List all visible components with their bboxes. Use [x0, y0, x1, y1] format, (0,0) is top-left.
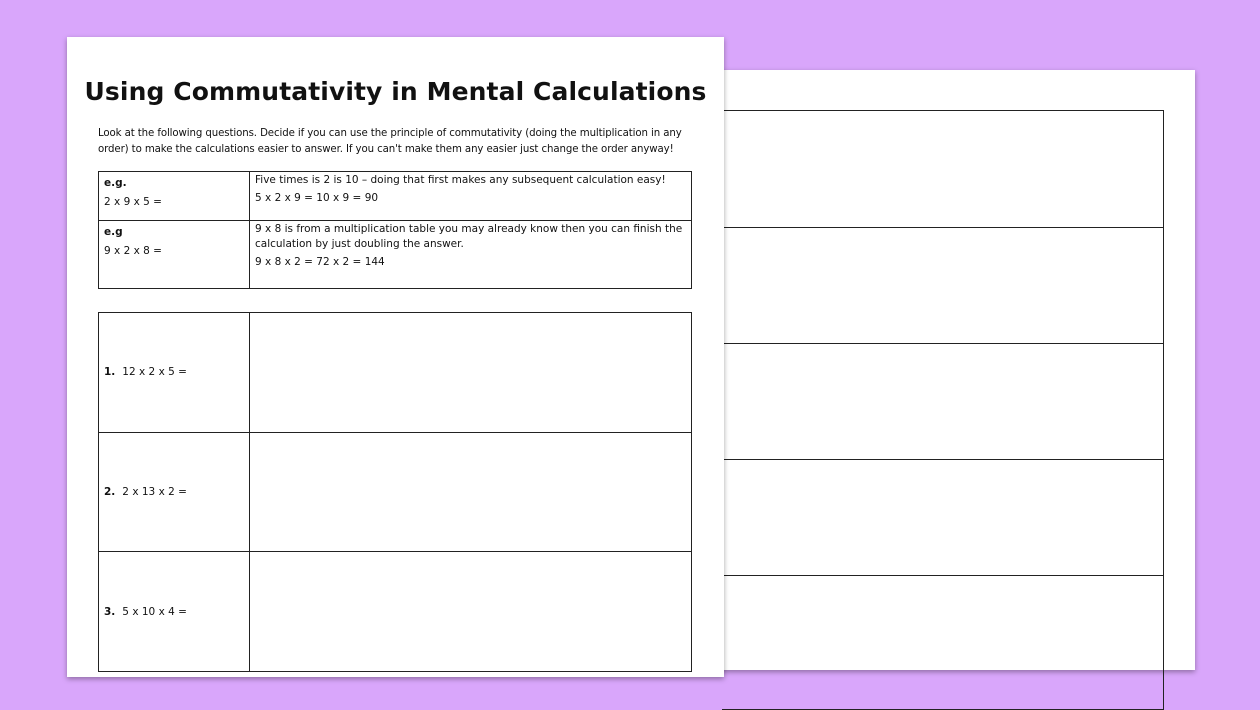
- question-cell: [99, 432, 250, 552]
- question-cell: [99, 313, 250, 433]
- answer-cell[interactable]: [250, 313, 692, 433]
- example-explanation-cell: [250, 221, 692, 289]
- question-number: 3.: [104, 605, 116, 618]
- question-text: 12 x 2 x 5 =: [122, 366, 187, 379]
- front-worksheet-page: [67, 37, 724, 677]
- worksheet-title: Using Commutativity in Mental Calculations: [84, 77, 707, 106]
- example-question-cell: [99, 221, 250, 289]
- example-question: 9 x 2 x 8 =: [104, 245, 162, 258]
- instructions-line: order) to make the calculations easier to answer. If you can't make them any easier just change the order anyway!: [98, 144, 674, 155]
- question-row: [99, 313, 692, 433]
- example-row: [99, 172, 692, 221]
- questions-table: [98, 312, 692, 672]
- back-answer-table: [722, 110, 1164, 710]
- example-explanation: calculation by just doubling the answer.: [255, 238, 464, 251]
- question-text: 5 x 10 x 4 =: [122, 605, 187, 618]
- question-cell: [99, 552, 250, 672]
- example-explanation: Five times is 2 is 10 – doing that first makes any subsequent calculation easy!: [255, 174, 666, 186]
- example-row: [99, 221, 692, 289]
- example-working: 5 x 2 x 9 = 10 x 9 = 90: [255, 192, 379, 204]
- example-question: 2 x 9 x 5 =: [104, 196, 162, 208]
- example-label: e.g: [104, 226, 123, 239]
- example-explanation: 9 x 8 is from a multiplication table you may already know then you can finish the: [255, 223, 683, 236]
- question-row: [99, 552, 692, 672]
- example-label: e.g.: [104, 177, 127, 189]
- example-explanation-cell: [250, 172, 692, 221]
- question-text: 2 x 13 x 2 =: [122, 485, 187, 498]
- example-question-cell: [99, 172, 250, 221]
- instructions-line: Look at the following questions. Decide if you can use the principle of commutativity (doing the multiplication in any: [98, 128, 682, 139]
- example-working: 9 x 8 x 2 = 72 x 2 = 144: [255, 256, 385, 269]
- answer-cell[interactable]: [250, 432, 692, 552]
- examples-table: [98, 171, 692, 289]
- answer-cell[interactable]: [250, 552, 692, 672]
- back-table-row-divider: [722, 459, 1163, 460]
- question-row: [99, 432, 692, 552]
- back-table-row-divider: [722, 227, 1163, 228]
- back-table-row-divider: [722, 575, 1163, 576]
- back-table-row-divider: [722, 343, 1163, 344]
- question-number: 2.: [104, 485, 116, 498]
- instructions: [98, 126, 698, 158]
- back-worksheet-page: [700, 70, 1195, 670]
- question-number: 1.: [104, 366, 116, 379]
